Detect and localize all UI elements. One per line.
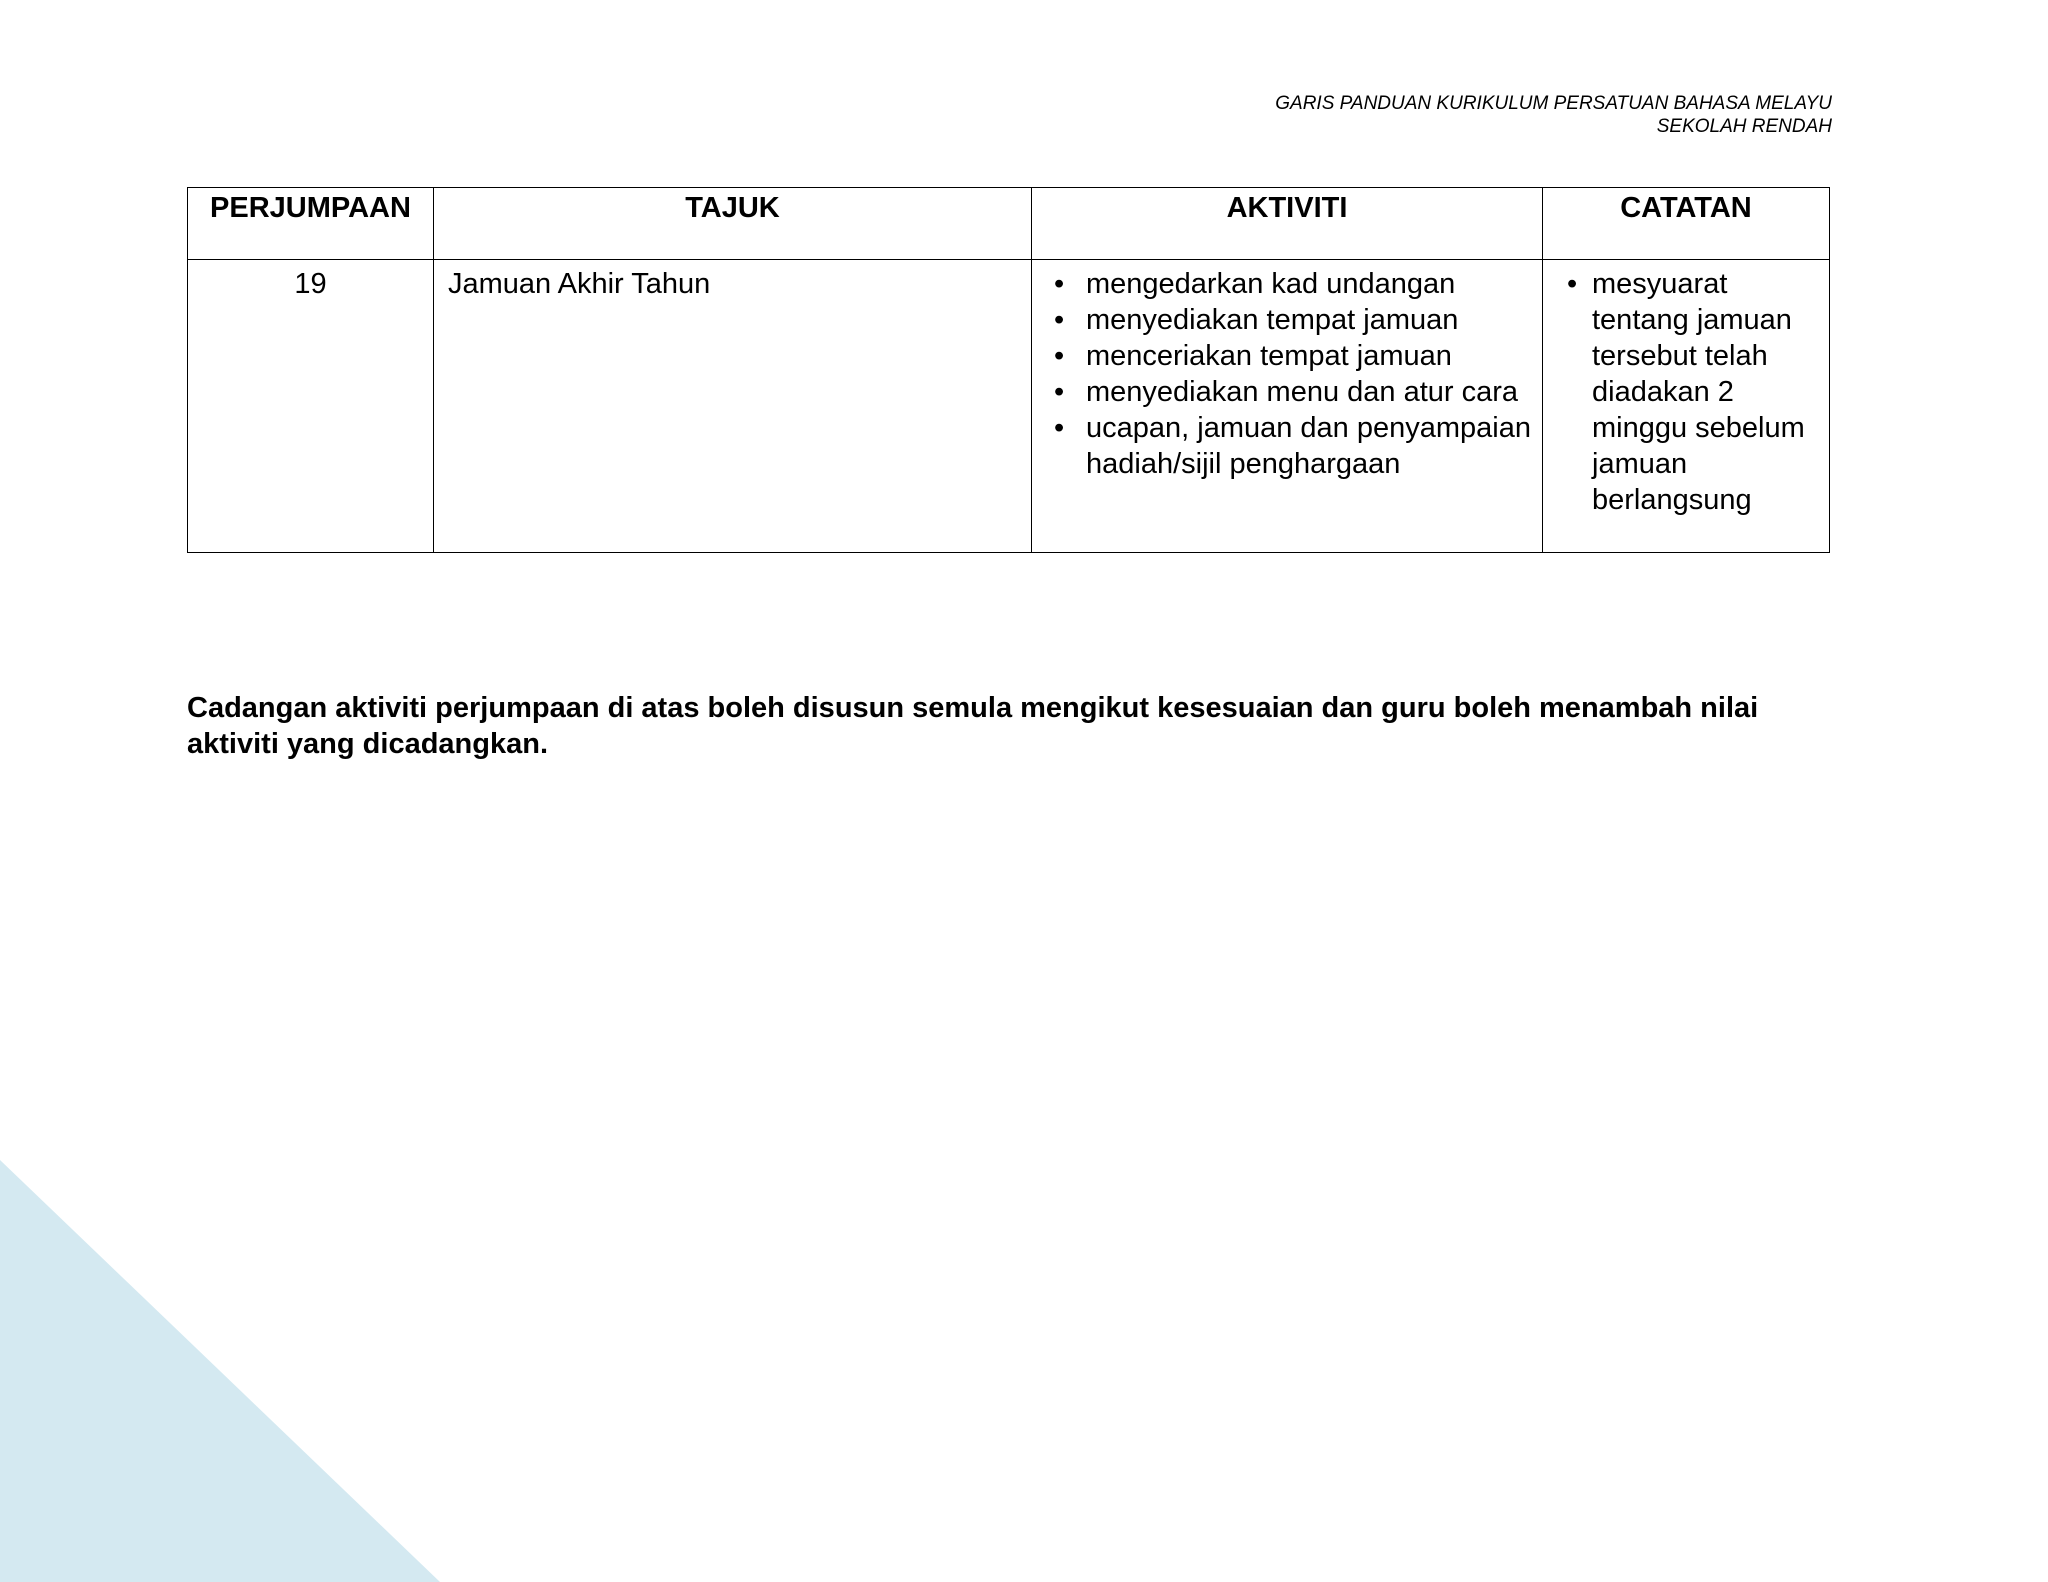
aktiviti-item: • menyediakan menu dan atur cara — [1042, 374, 1532, 410]
aktiviti-item: • ucapan, jamuan dan penyampaian hadiah/sijil penghargaan — [1042, 410, 1532, 482]
header-line-1: GARIS PANDUAN KURIKULUM PERSATUAN BAHASA MELAYU — [1275, 93, 1832, 114]
page-header — [1275, 92, 1832, 138]
corner-triangle — [0, 1160, 440, 1582]
cell-perjumpaan: 19 — [188, 260, 434, 553]
table-header-row — [188, 188, 1830, 260]
header-line-2: SEKOLAH RENDAH — [1656, 116, 1832, 137]
header-tajuk: TAJUK — [434, 188, 1032, 260]
catatan-item: • mesyuarat tentang jamuan tersebut telah diadakan 2 minggu sebelum jamuan berlangsung — [1553, 266, 1819, 518]
header-catatan: CATATAN — [1543, 188, 1830, 260]
header-aktiviti: AKTIVITI — [1032, 188, 1543, 260]
header-perjumpaan: PERJUMPAAN — [188, 188, 434, 260]
cell-tajuk: Jamuan Akhir Tahun — [434, 260, 1032, 553]
aktiviti-item: • menyediakan tempat jamuan — [1042, 302, 1532, 338]
corner-decoration — [0, 1160, 440, 1582]
catatan-list — [1553, 266, 1819, 518]
cell-catatan — [1543, 260, 1830, 553]
footnote-text: Cadangan aktiviti perjumpaan di atas boleh disusun semula mengikut kesesuaian dan guru boleh menambah nilai aktiviti yang dicadangkan. — [187, 692, 1759, 760]
aktiviti-item: • mengedarkan kad undangan — [1042, 266, 1532, 302]
aktiviti-item: • menceriakan tempat jamuan — [1042, 338, 1532, 374]
table-row — [188, 260, 1830, 553]
activity-table — [187, 187, 1830, 553]
aktiviti-list — [1042, 266, 1532, 482]
cell-aktiviti — [1032, 260, 1543, 553]
